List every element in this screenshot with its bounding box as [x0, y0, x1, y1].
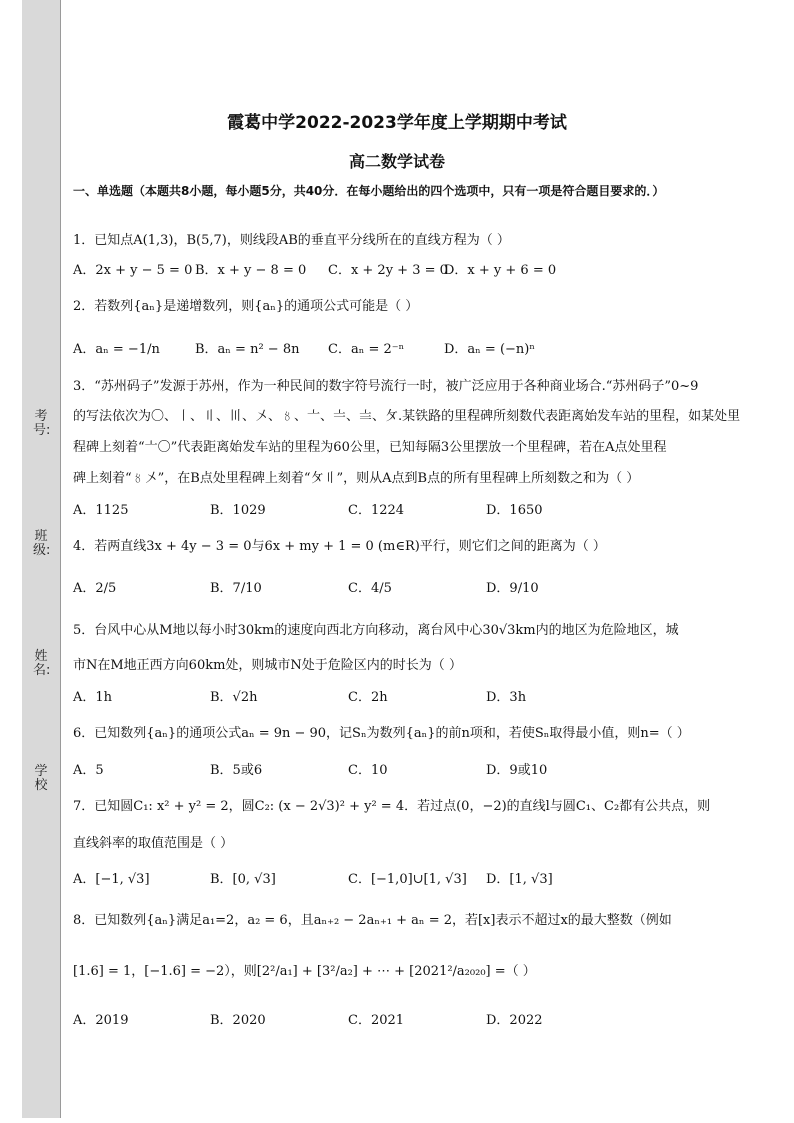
question-7-line-1: 7．已知圆C₁: x² + y² = 2，圆C₂: (x − 2√3)² + y² = 4．若过点(0，−2)的直线l与圆C₁、C₂都有公共点，则	[73, 799, 711, 814]
q7-option-c: C．[−1,0]∪[1, √3]	[348, 872, 467, 887]
q4-option-a: A．2/5	[73, 581, 117, 596]
question-8-line-1: 8．已知数列{aₙ}满足a₁=2，a₂ = 6，且aₙ₊₂ − 2aₙ₊₁ + aₙ = 2，若[x]表示不超过x的最大整数（例如	[73, 913, 672, 928]
q5-option-b: B．√2h	[210, 690, 258, 705]
question-3-line-4: 碑上刻着“〥〤”，在B点处里程碑上刻着“〩〢”，则从A点到B点的所有里程碑上所刻数之和为（ ）	[73, 471, 640, 486]
exam-number-label: 考号:	[33, 409, 51, 438]
question-4-text: 4．若两直线3x + 4y − 3 = 0与6x + my + 1 = 0 (m∈R)平行，则它们之间的距离为（ ）	[73, 539, 606, 554]
question-5-line-2: 市N在M地正西方向60km处，则城市N处于危险区内的时长为（ ）	[73, 658, 462, 673]
q2-option-a: A．aₙ = −1/n	[73, 342, 160, 357]
q2-option-d: D．aₙ = (−n)ⁿ	[444, 342, 535, 357]
q6-option-b: B．5或6	[210, 763, 263, 778]
question-1-text: 1．已知点A(1,3)，B(5,7)，则线段AB的垂直平分线所在的直线方程为（ ）	[73, 233, 510, 248]
q6-option-a: A．5	[73, 763, 104, 778]
class-label: 班级:	[33, 529, 51, 558]
q3-option-d: D．1650	[486, 503, 543, 518]
question-7-line-2: 直线斜率的取值范围是（ ）	[73, 836, 234, 851]
q4-option-d: D．9/10	[486, 581, 539, 596]
q8-option-b: B．2020	[210, 1013, 266, 1028]
q3-option-a: A．1125	[73, 503, 129, 518]
question-2-text: 2．若数列{aₙ}是递增数列，则{aₙ}的通项公式可能是（ ）	[73, 299, 419, 314]
question-3-line-3: 程碑上刻着“〦〇”代表距离始发车站的里程为60公里，已知每隔3公里摆放一个里程碑，若在A点处里程	[73, 440, 667, 455]
q2-option-b: B．aₙ = n² − 8n	[195, 342, 300, 357]
q1-option-b: B．x + y − 8 = 0	[195, 263, 307, 278]
q1-option-d: D．x + y + 6 = 0	[444, 263, 557, 278]
question-3-line-1: 3．“苏州码子”发源于苏州，作为一种民间的数字符号流行一时，被广泛应用于各种商业场合.“苏州码子”0~9	[73, 379, 699, 394]
q8-option-d: D．2022	[486, 1013, 543, 1028]
q5-option-c: C．2h	[348, 690, 388, 705]
q3-option-b: B．1029	[210, 503, 266, 518]
q7-option-a: A．[−1, √3]	[73, 872, 150, 887]
q5-option-d: D．3h	[486, 690, 527, 705]
q1-option-a: A．2x + y − 5 = 0	[73, 263, 193, 278]
q4-option-c: C．4/5	[348, 581, 392, 596]
q5-option-a: A．1h	[73, 690, 113, 705]
q8-option-a: A．2019	[73, 1013, 129, 1028]
q7-option-b: B．[0, √3]	[210, 872, 276, 887]
name-label: 姓名:	[33, 649, 51, 678]
q3-option-c: C．1224	[348, 503, 405, 518]
question-5-line-1: 5．台风中心从M地以每小时30km的速度向西北方向移动，离台风中心30√3km内的地区为危险地区，城	[73, 623, 679, 638]
exam-subtitle: 高二数学试卷	[348, 152, 445, 171]
school-label: 学校	[34, 764, 48, 793]
q7-option-d: D．[1, √3]	[486, 872, 553, 887]
question-8-line-2: [1.6] = 1，[−1.6] = −2），则[2²/a₁] + [3²/a₂] + ⋯ + [2021²/a₂₀₂₀] =（ ）	[73, 964, 536, 979]
q4-option-b: B．7/10	[210, 581, 262, 596]
question-3-line-2: 的写法依次为〇、〡、〢、〣、〤、〥、〦、〧、〨、〩.某铁路的里程碑所刻数代表距离始发车站的里程，如某处里	[73, 409, 741, 424]
exam-title: 霞葛中学2022-2023学年度上学期期中考试	[227, 113, 567, 133]
q8-option-c: C．2021	[348, 1013, 405, 1028]
section-heading: 一、单选题（本题共8小题，每小题5分，共40分．在每小题给出的四个选项中，只有一项是符合题目要求的．）	[73, 184, 665, 198]
q6-option-c: C．10	[348, 763, 388, 778]
q2-option-c: C．aₙ = 2⁻ⁿ	[328, 342, 405, 357]
q1-option-c: C．x + 2y + 3 = 0	[328, 263, 448, 278]
question-6-text: 6．已知数列{aₙ}的通项公式aₙ = 9n − 90，记Sₙ为数列{aₙ}的前n项和，若使Sₙ取得最小值，则n=（ ）	[73, 726, 690, 741]
q6-option-d: D．9或10	[486, 763, 548, 778]
